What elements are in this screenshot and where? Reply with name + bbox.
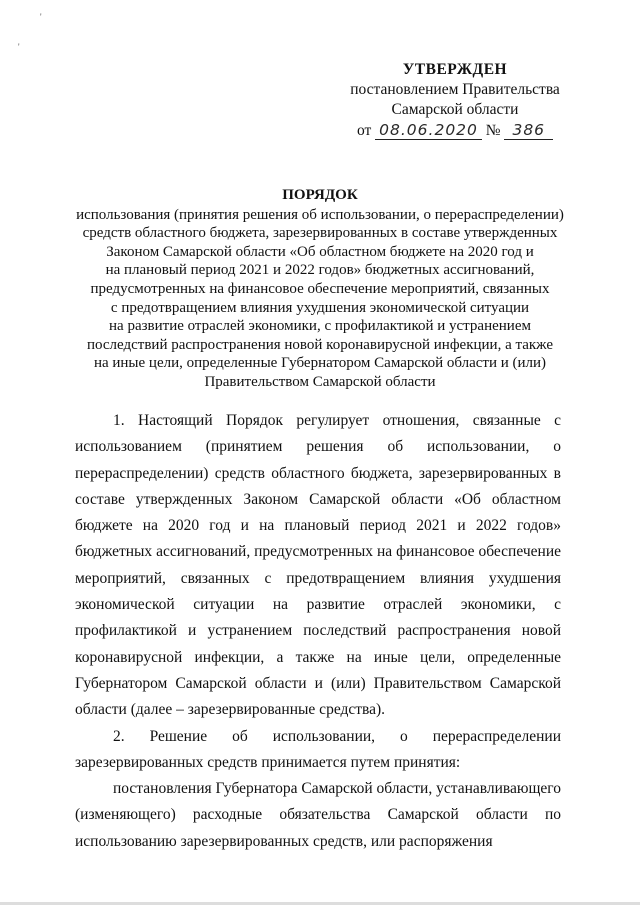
title-line: на иные цели, определенные Губернатором Самарской области и (или)	[93, 355, 547, 372]
date-prefix: от	[356, 122, 372, 139]
approval-line-1: постановлением Правительства	[350, 81, 560, 98]
number-prefix: №	[485, 122, 501, 139]
title-line: последствий распространения новой коронавирусной инфекции, а также	[87, 336, 553, 353]
scan-speck: '	[18, 42, 20, 52]
scan-speck: '	[40, 12, 42, 22]
document-body	[75, 408, 561, 855]
paragraph-1: 1. Настоящий Порядок регулирует отношения, связанные с использованием (принятием решения об использовании, о перераспределении) средств областного бюджета, зарезервированных в составе утвержденных Законом Самарской области «Об областном бюджете на 2020 год и на плановый период 2021 и 2022 годов» бюджетных ассигнований, предусмотренных на финансовое обеспечение мероприятий, связанных с предотвращением влияния ухудшения экономической ситуации на развитие отраслей экономики, с профилактикой и устранением последствий распространения новой коронавирусной инфекции, а также на иные цели, определенные Губернатором Самарской области и (или) Правительством Самарской области (далее – зарезервированные средства).	[75, 412, 561, 719]
handwritten-date: 08.06.2020	[375, 121, 482, 140]
handwritten-number: 386	[504, 121, 553, 140]
title-line: Законом Самарской области «Об областном бюджете на 2020 год и	[106, 243, 534, 260]
approval-stamp: УТВЕРЖДЕН	[402, 61, 508, 78]
document-title	[70, 186, 570, 392]
title-line: на плановый период 2021 и 2022 годов» бюджетных ассигнований,	[105, 262, 535, 279]
title-heading: ПОРЯДОК	[282, 187, 358, 203]
approval-block	[330, 60, 580, 141]
title-line: использования (принятия решения об использовании, о перераспределении)	[76, 206, 564, 223]
approval-line-2: Самарской области	[391, 101, 519, 118]
title-line: на развитие отраслей экономики, с профилактикой и устранением	[109, 318, 531, 335]
title-line: с предотвращением влияния ухудшения экономической ситуации	[110, 299, 530, 316]
paragraph-2: 2. Решение об использовании, о перераспределении зарезервированных средств принимается путем принятия:	[75, 727, 561, 771]
title-line: Правительством Самарской области	[204, 373, 436, 390]
paragraph-3: постановления Губернатора Самарской области, устанавливающего (изменяющего) расходные обязательства Самарской области по использованию зарезервированных средств, или распоряжения	[75, 780, 561, 850]
approval-dateline	[330, 120, 580, 141]
title-line: предусмотренных на финансовое обеспечение мероприятий, связанных	[90, 280, 550, 297]
title-line: средств областного бюджета, зарезервированных в составе утвержденных	[82, 225, 558, 242]
